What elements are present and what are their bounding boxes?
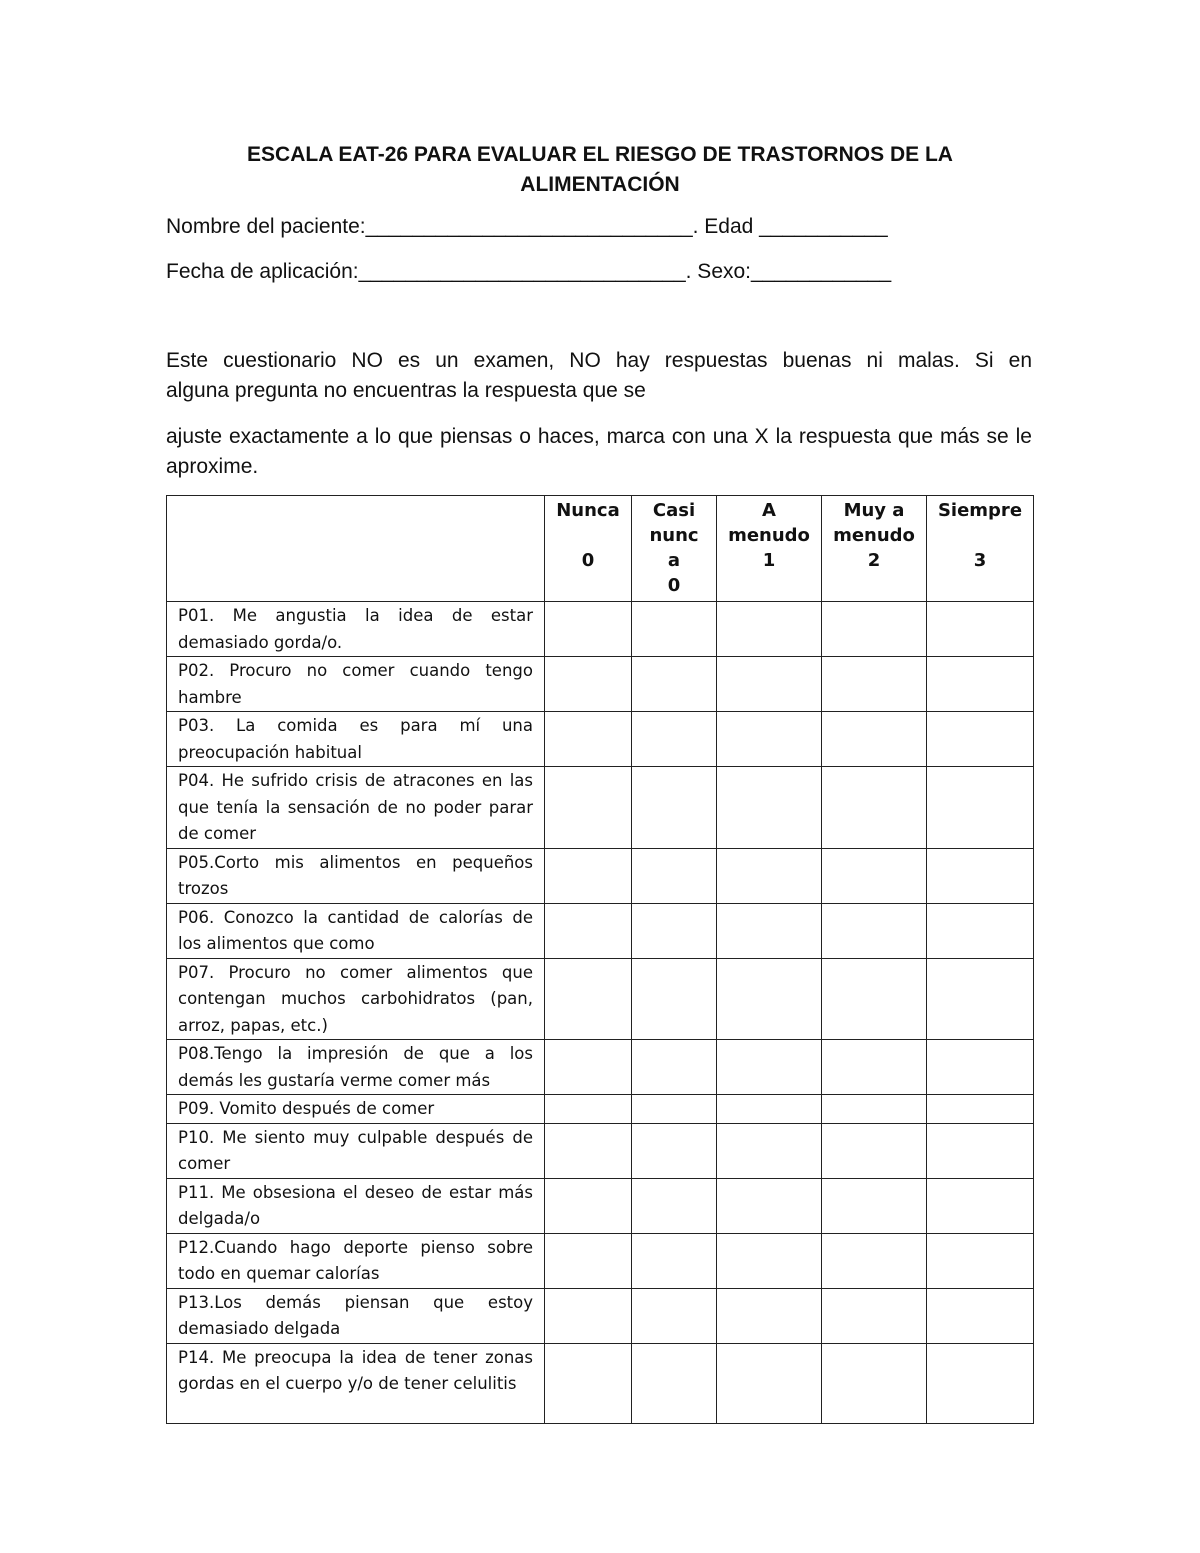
header-siempre [927,496,1034,602]
answer-cell-nunca[interactable] [545,1233,632,1288]
question-text: P06. Conozco la cantidad de calorías de los alimentos que como [167,903,545,958]
answer-cell-siempre[interactable] [927,903,1034,958]
answer-cell-a-menudo[interactable] [717,1288,822,1343]
answer-cell-muy-a-menudo[interactable] [822,1233,927,1288]
table-row [167,903,1034,958]
answer-cell-casi-nunca[interactable] [632,1178,717,1233]
answer-cell-casi-nunca[interactable] [632,712,717,767]
answer-cell-muy-a-menudo[interactable] [822,657,927,712]
table-row [167,1288,1034,1343]
table-header-row [167,496,1034,602]
question-text: P01. Me angustia la idea de estar demasiado gorda/o. [167,602,545,657]
answer-cell-a-menudo[interactable] [717,903,822,958]
answer-cell-casi-nunca[interactable] [632,848,717,903]
answer-cell-muy-a-menudo[interactable] [822,1040,927,1095]
answer-cell-muy-a-menudo[interactable] [822,602,927,657]
date-sex-line: Fecha de aplicación:____________________________. Sexo:____________ [166,260,892,283]
answer-cell-muy-a-menudo[interactable] [822,712,927,767]
table-row [167,767,1034,849]
table-row [167,657,1034,712]
intro-paragraph-1-line-2: alguna pregunta no encuentras la respuesta que se [166,379,646,402]
answer-cell-siempre[interactable] [927,657,1034,712]
answer-cell-casi-nunca[interactable] [632,602,717,657]
answer-cell-siempre[interactable] [927,1123,1034,1178]
header-muy-a-menudo [822,496,927,602]
answer-cell-siempre[interactable] [927,1040,1034,1095]
answer-cell-nunca[interactable] [545,1040,632,1095]
header-label: A menudo [728,500,810,546]
answer-cell-nunca[interactable] [545,958,632,1040]
answer-cell-casi-nunca[interactable] [632,1233,717,1288]
question-text: P08.Tengo la impresión de que a los demás les gustaría verme comer más [167,1040,545,1095]
answer-cell-muy-a-menudo[interactable] [822,1123,927,1178]
answer-cell-a-menudo[interactable] [717,1343,822,1423]
answer-cell-nunca[interactable] [545,712,632,767]
answer-cell-a-menudo[interactable] [717,1040,822,1095]
header-value: 2 [867,550,881,571]
header-casi-nunca [632,496,717,602]
table-row [167,1343,1034,1423]
intro-paragraph-1 [166,346,1032,406]
answer-cell-nunca[interactable] [545,657,632,712]
header-value: 1 [762,550,776,571]
answer-cell-muy-a-menudo[interactable] [822,1095,927,1124]
answer-cell-nunca[interactable] [545,602,632,657]
answer-cell-a-menudo[interactable] [717,958,822,1040]
answer-cell-siempre[interactable] [927,1178,1034,1233]
table-row [167,848,1034,903]
question-text: P12.Cuando hago deporte pienso sobre todo en quemar calorías [167,1233,545,1288]
answer-cell-nunca[interactable] [545,1095,632,1124]
header-question-cell [167,496,545,602]
title-line-1: ESCALA EAT-26 PARA EVALUAR EL RIESGO DE TRASTORNOS DE LA [247,143,953,166]
answer-cell-casi-nunca[interactable] [632,1288,717,1343]
header-value: 0 [667,575,681,596]
answer-cell-casi-nunca[interactable] [632,657,717,712]
answer-cell-a-menudo[interactable] [717,848,822,903]
answer-cell-siempre[interactable] [927,712,1034,767]
answer-cell-casi-nunca[interactable] [632,958,717,1040]
table-row [167,712,1034,767]
answer-cell-siempre[interactable] [927,848,1034,903]
answer-cell-siempre[interactable] [927,1095,1034,1124]
answer-cell-muy-a-menudo[interactable] [822,1343,927,1423]
table-row [167,1040,1034,1095]
header-value: 0 [581,550,595,571]
answer-cell-a-menudo[interactable] [717,767,822,849]
answer-cell-muy-a-menudo[interactable] [822,767,927,849]
answer-cell-siempre[interactable] [927,958,1034,1040]
question-text: P07. Procuro no comer alimentos que contengan muchos carbohidratos (pan, arroz, papas, etc.) [167,958,545,1040]
question-text: P11. Me obsesiona el deseo de estar más delgada/o [167,1178,545,1233]
answer-cell-casi-nunca[interactable] [632,1343,717,1423]
answer-cell-siempre[interactable] [927,1288,1034,1343]
answer-cell-a-menudo[interactable] [717,657,822,712]
answer-cell-muy-a-menudo[interactable] [822,848,927,903]
table-body [167,602,1034,1424]
answer-cell-nunca[interactable] [545,1288,632,1343]
header-label: Nunca [556,500,620,521]
table-row [167,1233,1034,1288]
answer-cell-casi-nunca[interactable] [632,767,717,849]
answer-cell-a-menudo[interactable] [717,1178,822,1233]
intro-paragraph-1-line-1: Este cuestionario NO es un examen, NO hay respuestas buenas ni malas. Si en [166,349,1032,372]
table-row [167,1095,1034,1124]
answer-cell-muy-a-menudo[interactable] [822,1178,927,1233]
answer-cell-a-menudo[interactable] [717,602,822,657]
table-row [167,1123,1034,1178]
header-label: Muy a menudo [833,500,915,546]
header-label: Casi nunca [649,500,699,571]
answer-cell-a-menudo[interactable] [717,1095,822,1124]
question-text: P02. Procuro no comer cuando tengo hambre [167,657,545,712]
answer-cell-nunca[interactable] [545,1178,632,1233]
answer-cell-nunca[interactable] [545,1343,632,1423]
patient-name-age-line: Nombre del paciente:____________________________. Edad ___________ [166,215,888,238]
answer-cell-muy-a-menudo[interactable] [822,958,927,1040]
question-text: P03. La comida es para mí una preocupación habitual [167,712,545,767]
header-nunca [545,496,632,602]
answer-cell-siempre[interactable] [927,1343,1034,1423]
answer-cell-nunca[interactable] [545,767,632,849]
header-a-menudo [717,496,822,602]
table-row [167,958,1034,1040]
document-title [166,140,1034,200]
answer-cell-muy-a-menudo[interactable] [822,903,927,958]
question-text: P09. Vomito después de comer [167,1095,545,1124]
answer-cell-nunca[interactable] [545,848,632,903]
answer-cell-siempre[interactable] [927,1233,1034,1288]
header-label: Siempre [937,500,1023,521]
answer-cell-casi-nunca[interactable] [632,1040,717,1095]
title-line-2: ALIMENTACIÓN [520,173,680,196]
question-text: P13.Los demás piensan que estoy demasiado delgada [167,1288,545,1343]
table-row [167,602,1034,657]
question-text: P10. Me siento muy culpable después de comer [167,1123,545,1178]
answer-cell-muy-a-menudo[interactable] [822,1288,927,1343]
table-row [167,1178,1034,1233]
answer-cell-a-menudo[interactable] [717,1233,822,1288]
answer-cell-nunca[interactable] [545,1123,632,1178]
answer-cell-a-menudo[interactable] [717,712,822,767]
answer-cell-siempre[interactable] [927,767,1034,849]
answer-cell-a-menudo[interactable] [717,1123,822,1178]
question-text: P04. He sufrido crisis de atracones en las que tenía la sensación de no poder parar de comer [167,767,545,849]
eat26-table [166,495,1034,1424]
question-text: P05.Corto mis alimentos en pequeños trozos [167,848,545,903]
header-value: 3 [973,550,987,571]
answer-cell-casi-nunca[interactable] [632,1123,717,1178]
answer-cell-casi-nunca[interactable] [632,1095,717,1124]
intro-paragraph-2: ajuste exactamente a lo que piensas o haces, marca con una X la respuesta que más se le aproxime. [166,425,1032,478]
answer-cell-nunca[interactable] [545,903,632,958]
answer-cell-casi-nunca[interactable] [632,903,717,958]
question-text: P14. Me preocupa la idea de tener zonas gordas en el cuerpo y/o de tener celulitis [167,1343,545,1423]
answer-cell-siempre[interactable] [927,602,1034,657]
